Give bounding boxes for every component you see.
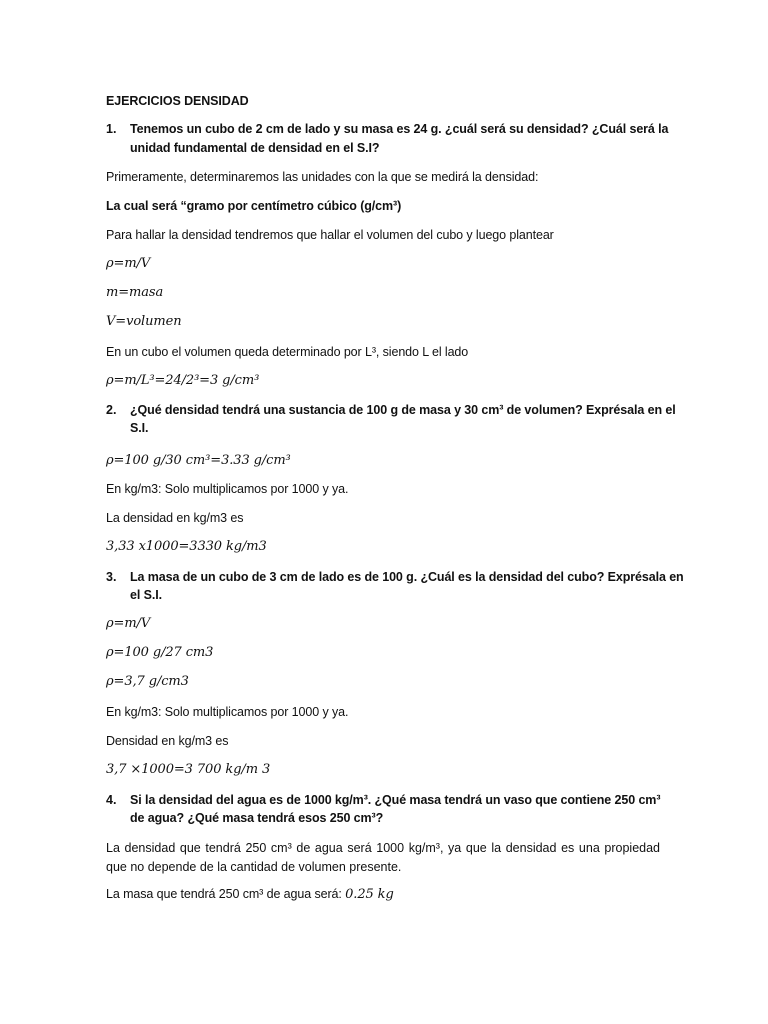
- formula-q1-result: ρ=m/L³=24/2³=3 g/cm³: [106, 373, 260, 388]
- formula-volume: V=volumen: [106, 314, 182, 329]
- formula-q2-si: 3,33 x1000=3330 kg/m3: [106, 539, 267, 554]
- q1-text3: Para hallar la densidad tendremos que hallar el volumen del cubo y luego plantear: [106, 228, 554, 242]
- q4-answer: 0.25 kg: [345, 887, 394, 902]
- q1-line1: Tenemos un cubo de 2 cm de lado y su masa es 24 g. ¿cuál será su densidad? ¿Cuál será la: [130, 122, 669, 136]
- formula-q2-result: ρ=100 g/30 cm³=3.33 g/cm³: [106, 453, 291, 468]
- q2-line1: ¿Qué densidad tendrá una sustancia de 100 g de masa y 30 cm³ de volumen? Exprésala en el: [130, 403, 676, 417]
- q4-text2-row: [106, 887, 394, 902]
- q3-line1: La masa de un cubo de 3 cm de lado es de 100 g. ¿Cuál es la densidad del cubo? Exprésala en: [130, 570, 684, 584]
- q1-text1: Primeramente, determinaremos las unidades con la que se medirá la densidad:: [106, 170, 539, 184]
- formula-density: ρ=m/V: [106, 256, 151, 271]
- q2-text2: La densidad en kg/m3 es: [106, 511, 244, 525]
- q4-line1: Si la densidad del agua es de 1000 kg/m³. ¿Qué masa tendrá un vaso que contiene 250 cm³: [130, 793, 661, 807]
- q1-text2: La cual será “gramo por centímetro cúbico (g/cm³): [106, 199, 402, 213]
- formula-q3-density: ρ=m/V: [106, 616, 151, 631]
- formula-q3-si: 3,7 ×1000=3 700 kg/m 3: [106, 762, 271, 777]
- q3-number: 3.: [106, 570, 117, 584]
- q4-number: 4.: [106, 793, 117, 807]
- q3-text1: En kg/m3: Solo multiplicamos por 1000 y ya.: [106, 705, 349, 719]
- q1-line2: unidad fundamental de densidad en el S.I?: [130, 141, 380, 155]
- q4-line2: de agua? ¿Qué masa tendrá esos 250 cm³?: [130, 811, 384, 825]
- q3-line2: el S.I.: [130, 588, 162, 602]
- q2-text1: En kg/m3: Solo multiplicamos por 1000 y ya.: [106, 482, 349, 496]
- formula-mass: m=masa: [106, 285, 164, 300]
- formula-q3-result: ρ=3,7 g/cm3: [106, 674, 189, 689]
- q4-text2: La masa que tendrá 250 cm³ de agua será:: [106, 887, 346, 901]
- q2-number: 2.: [106, 403, 117, 417]
- q1-text4: En un cubo el volumen queda determinado por L³, siendo L el lado: [106, 345, 469, 359]
- q3-text2: Densidad en kg/m3 es: [106, 734, 229, 748]
- q2-line2: S.I.: [130, 421, 149, 435]
- document-title: EJERCICIOS DENSIDAD: [106, 94, 249, 108]
- formula-q3-substitution: ρ=100 g/27 cm3: [106, 645, 214, 660]
- q4-text1: La densidad que tendrá 250 cm³ de agua será 1000 kg/m³, ya que la densidad es una propiedad que no depende de la cantidad de volumen presente.: [106, 841, 660, 874]
- q1-number: 1.: [106, 122, 117, 136]
